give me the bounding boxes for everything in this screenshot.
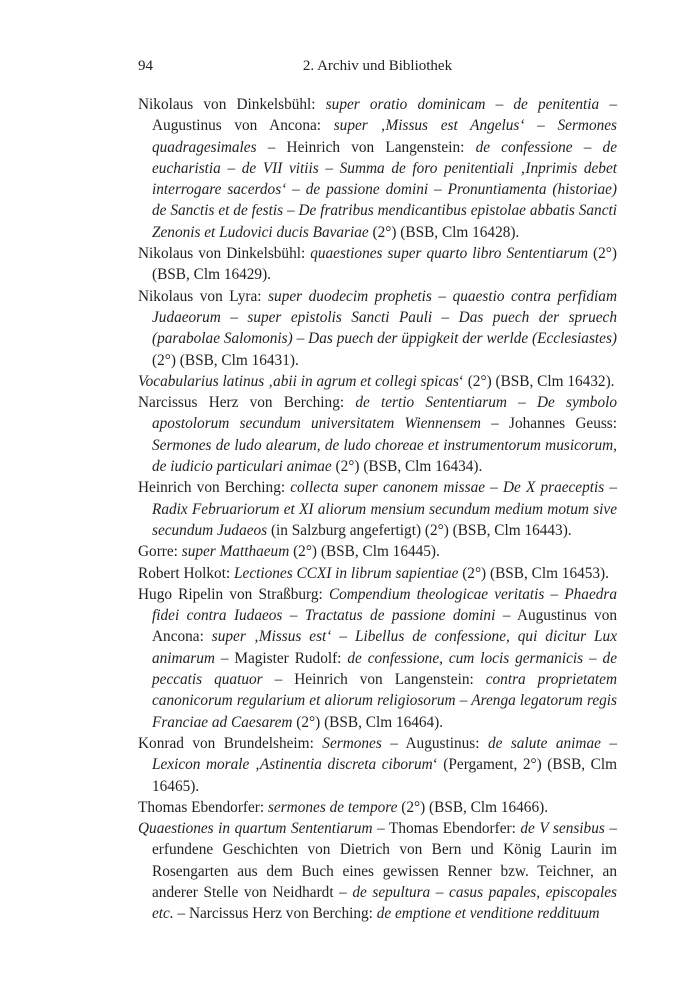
entry-title-text: de emptione et venditione reddituum — [376, 905, 600, 923]
entry-text: Gorre: — [138, 543, 182, 561]
entry-title-text: quaestiones super quarto libro Sententiarum — [310, 245, 589, 263]
entry-text: – Augustinus von Ancona: — [152, 96, 618, 135]
running-head: 2. Archiv und Bibliothek — [302, 58, 453, 74]
entry-text: Konrad von Brundelsheim: — [138, 734, 323, 752]
entry-title-text: Vocabularius latinus ‚abii in agrum et collegi spicas — [138, 372, 459, 390]
entry-text: – Augustinus: — [381, 734, 488, 752]
entry-text: (2°) (BSB, Clm 16434). — [331, 458, 483, 476]
entry-text: Hugo Ripelin von Straßburg: — [138, 585, 329, 603]
entry-title-text: super oratio dominicam – de penitentia — [325, 96, 600, 113]
entry-text: Nikolaus von Lyra: — [138, 287, 269, 305]
entry-text: – Thomas Ebendorfer: — [372, 820, 521, 838]
entry-title-text: Quaestiones in quartum Sententiarum — [138, 820, 373, 838]
page-number: 94 — [138, 58, 153, 74]
manuscript-entry — [138, 243, 617, 286]
entry-title-text: super ‚Missus est‘ – Libellus de confessione, qui dicitur Lux animarum — [152, 628, 617, 667]
entry-text: (2°) (BSB, Clm 16464). — [292, 713, 444, 731]
entry-text: (2°) (BSB, Clm 16445). — [289, 543, 440, 561]
page-header — [138, 58, 617, 82]
entry-title-text: Compendium theologicae veritatis – Phaedra fidei contra Iudaeos – Tractatus de passione domini — [152, 585, 617, 625]
entry-title-text: Sermones — [322, 734, 382, 752]
entry-title-text: Sermones de ludo alearum, de ludo choreae et instrumentorum musicorum, de iudicio particulari animae — [152, 436, 617, 476]
entry-text: ‘ (2°) (BSB, Clm 16432). — [458, 372, 615, 390]
entry-text: (2°) (BSB, Clm 16429). — [152, 245, 617, 284]
entry-text: Narcissus Herz von Berching: — [138, 394, 356, 412]
entry-title-text: Lectiones CCXI in librum sapientiae — [234, 564, 459, 582]
entry-text: (2°) (BSB, Clm 16453). — [458, 564, 609, 582]
manuscript-list — [138, 94, 617, 925]
manuscript-entry — [138, 541, 617, 562]
manuscript-entry — [138, 392, 617, 477]
entry-title-text: sermones de tempore — [267, 798, 398, 816]
entry-text: – Augustinus von Ancona: — [152, 607, 617, 646]
entry-title-text: super duodecim prophetis – quaestio contra perfidiam Judaeorum – super epistolis Sancti Pauli – Das puech der spruech (parabolae Salomonis) – Das puech der üppigkeit der werlde (Ecclesiastes) — [152, 287, 617, 348]
entry-title-text: super ‚Missus est Angelus‘ – Sermones quadragesimales — [152, 117, 617, 156]
entry-text: (2°) (BSB, Clm 16466). — [397, 798, 549, 816]
manuscript-entry — [138, 94, 617, 243]
entry-title-text: de salute animae – Lexicon morale ‚Astinentia discreta ciborum — [152, 734, 617, 774]
entry-text: – erfundene Geschichten von Dietrich von Bern und König Laurin im Rosengarten aus dem Buch eines gewissen Renner bzw. Teichner, an anderer Stelle von Neidhardt – — [152, 820, 617, 901]
entry-title-text: contra proprietatem canonicorum regularium et aliorum religiosorum – Arenga legatorum regis Franciae ad Caesarem — [152, 671, 617, 731]
entry-text: – Narcissus Herz von Berching: — [173, 905, 377, 923]
entry-text: (2°) (BSB, Clm 16431). — [152, 351, 299, 369]
entry-text: Nikolaus von Dinkelsbühl: — [138, 96, 326, 113]
entry-text: – Heinrich von Langenstein: — [256, 138, 476, 156]
entry-title-text: collecta super canonem missae – De X praeceptis – Radix Februariorum et XI aliorum mensium secundum medium motum sive secundum Judaeos — [152, 479, 617, 539]
manuscript-entry — [138, 733, 617, 797]
entry-text: Nikolaus von Dinkelsbühl: — [138, 245, 311, 263]
entry-title-text: de V sensibus — [520, 820, 605, 838]
entry-text: – Johannes Geuss: — [480, 415, 617, 433]
manuscript-entry — [138, 584, 617, 733]
entry-title-text: de sepultura – casus papales, episcopales etc. — [152, 883, 617, 923]
entry-text: Robert Holkot: — [138, 564, 235, 582]
manuscript-entry — [138, 563, 617, 584]
manuscript-entry — [138, 818, 617, 924]
entry-title-text: de confessione, cum locis germanicis – de peccatis quatuor — [152, 649, 617, 689]
entry-text: Thomas Ebendorfer: — [138, 798, 268, 816]
entry-text: Heinrich von Berching: — [138, 479, 291, 497]
manuscript-entry — [138, 286, 617, 371]
entry-title-text: de tertio Sententiarum – De symbolo apostolorum secundum universitatem Wiennensem — [152, 394, 617, 433]
entry-text: (2°) (BSB, Clm 16428). — [368, 223, 520, 241]
entry-text: (in Salzburg angefertigt) (2°) (BSB, Clm 16443). — [267, 521, 572, 539]
entry-text: ‘ (Pergament, 2°) (BSB, Clm 16465). — [152, 756, 617, 795]
entry-title-text: super Matthaeum — [181, 543, 290, 561]
entry-title-text: de confessione – de eucharistia – de VII vitiis – Summa de foro penitentiali ‚Inprimis debet interrogare sacerdos‘ – de passione domini – Pronuntiamenta (historiae) de Sanctis et de festis – De fratribus mendicantibus epistolae abbatis Sancti Zenonis et Ludovici ducis Bavariae — [152, 138, 617, 241]
manuscript-entry — [138, 477, 617, 541]
entry-text: – Magister Rudolf: — [214, 649, 348, 667]
manuscript-entry — [138, 371, 617, 392]
manuscript-entry — [138, 797, 617, 818]
entry-text: – Heinrich von Langenstein: — [262, 671, 486, 689]
